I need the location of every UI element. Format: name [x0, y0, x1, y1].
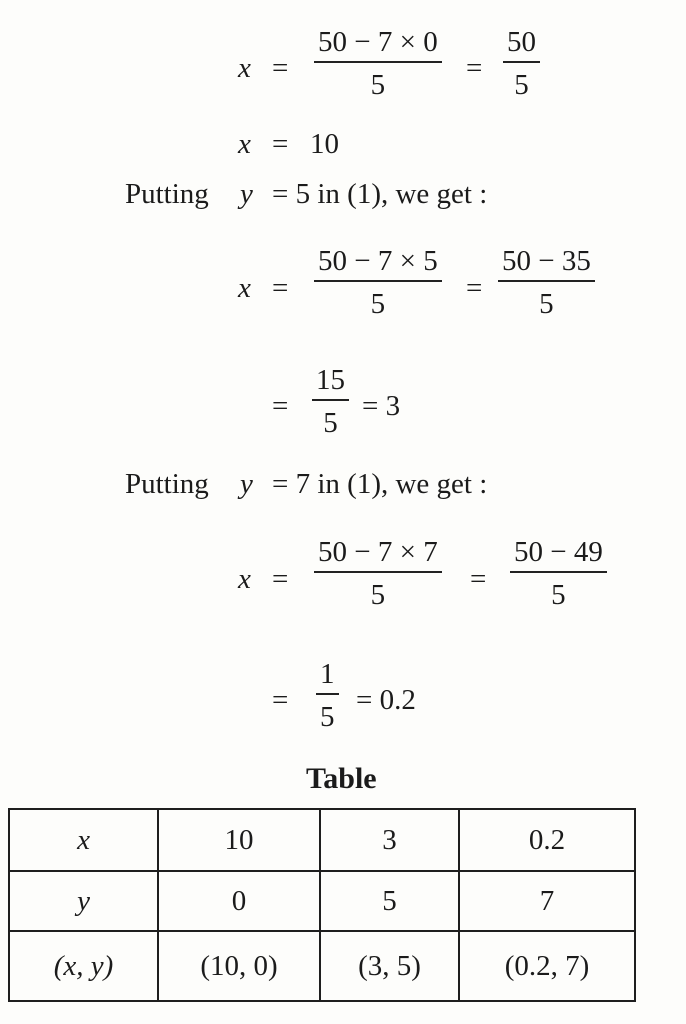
row-header-x: x [9, 809, 158, 871]
equals-2: = [272, 128, 289, 160]
table-cell: 5 [320, 871, 459, 931]
equals-4: = [272, 390, 289, 422]
denominator: 5 [370, 287, 386, 320]
table-row [9, 871, 635, 931]
equals-3b: = [466, 272, 483, 304]
denominator: 5 [370, 578, 386, 611]
denominator: 5 [370, 68, 386, 101]
equals-1a: = [272, 52, 289, 84]
row-header-y: y [9, 871, 158, 931]
fraction-50-35 [498, 247, 595, 319]
numerator: 1 [320, 658, 335, 690]
table-cell: 3 [320, 809, 459, 871]
equals-1b: = [466, 52, 483, 84]
fraction-50-49 [510, 538, 607, 610]
fraction-50-5 [503, 28, 540, 100]
putting-var-1: y [240, 178, 253, 210]
putting-rest-1: = 5 in (1), we get : [272, 178, 488, 210]
lhs-x-1: x [238, 52, 251, 84]
numerator: 50 − 49 [514, 536, 603, 568]
lhs-x-4: x [238, 563, 251, 595]
numerator: 15 [316, 364, 345, 396]
numerator: 50 − 7 × 0 [318, 26, 438, 58]
numerator: 50 − 7 × 5 [318, 245, 438, 277]
equals-6: = [272, 684, 289, 716]
table-cell: 10 [158, 809, 320, 871]
result-3: = 3 [362, 390, 401, 422]
numerator: 50 [507, 26, 536, 58]
table-row [9, 931, 635, 1001]
fraction-50-7x7 [314, 538, 442, 610]
numerator: 50 − 7 × 7 [318, 536, 438, 568]
numerator: 50 − 35 [502, 245, 591, 277]
fraction-50-7x0 [314, 28, 442, 100]
lhs-x-2: x [238, 128, 251, 160]
table-cell: 7 [459, 871, 635, 931]
table-title: Table [306, 762, 377, 795]
table-cell: (0.2, 7) [459, 931, 635, 1001]
denominator: 5 [539, 287, 554, 320]
equals-5b: = [470, 563, 487, 595]
table-cell: (3, 5) [320, 931, 459, 1001]
denominator: 5 [323, 406, 338, 439]
putting-word-1: Putting [125, 178, 209, 210]
table-cell: 0 [158, 871, 320, 931]
equals-3a: = [272, 272, 289, 304]
fraction-50-7x5 [314, 247, 442, 319]
lhs-x-3: x [238, 272, 251, 304]
result-0-2: = 0.2 [356, 684, 416, 716]
table-cell: (10, 0) [158, 931, 320, 1001]
putting-word-2: Putting [125, 468, 209, 500]
putting-var-2: y [240, 468, 253, 500]
putting-rest-2: = 7 in (1), we get : [272, 468, 488, 500]
fraction-1-5 [316, 660, 339, 732]
equals-5a: = [272, 563, 289, 595]
values-table [8, 808, 636, 1002]
table-row [9, 809, 635, 871]
denominator: 5 [551, 578, 566, 611]
denominator: 5 [320, 700, 335, 733]
row-header-xy: (x, y) [9, 931, 158, 1001]
result-10: 10 [310, 128, 339, 160]
fraction-15-5 [312, 366, 349, 438]
denominator: 5 [514, 68, 529, 101]
table-cell: 0.2 [459, 809, 635, 871]
